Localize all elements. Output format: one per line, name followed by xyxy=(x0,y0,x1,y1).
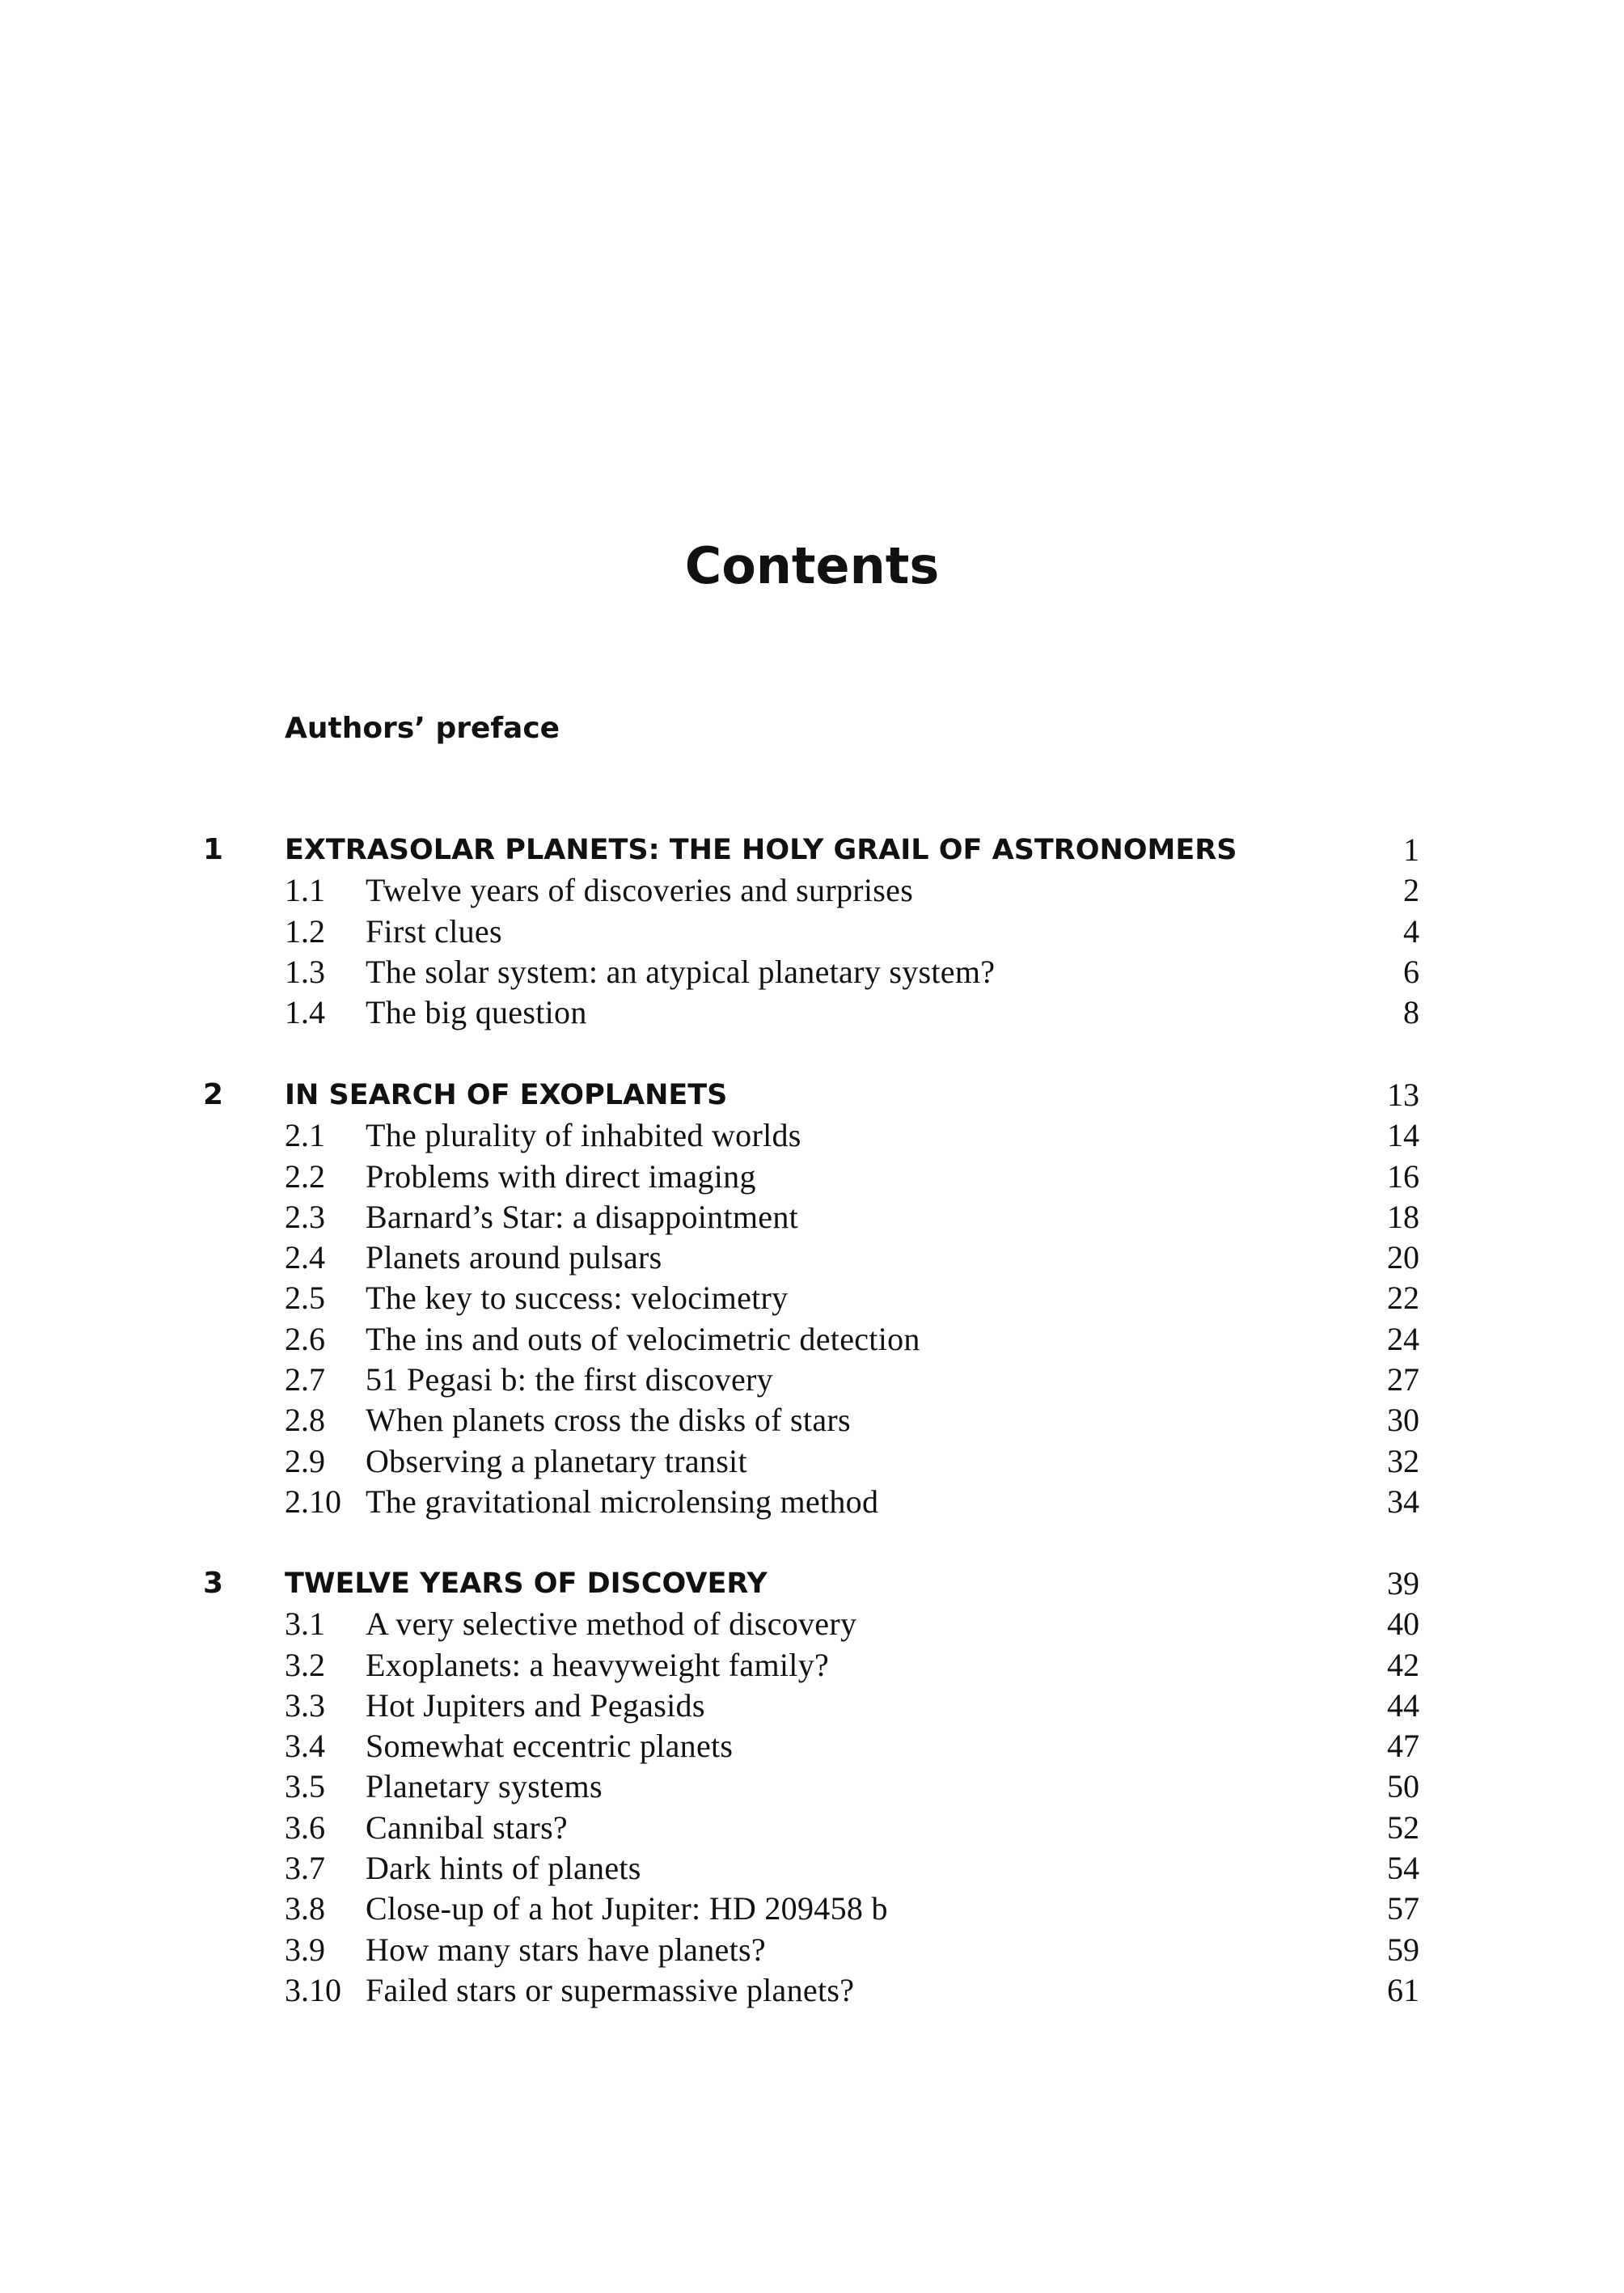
section-number: 3.8 xyxy=(285,1890,325,1927)
section-number: 2.3 xyxy=(285,1198,325,1235)
section-title: 51 Pegasi b: the first discovery xyxy=(366,1361,773,1398)
section-page: 4 xyxy=(1403,912,1419,950)
section-row xyxy=(0,1115,1624,1156)
section-row xyxy=(0,1970,1624,2011)
section-row xyxy=(0,1686,1624,1726)
section-number: 2.9 xyxy=(285,1442,325,1479)
section-page: 34 xyxy=(1387,1483,1419,1520)
section-row xyxy=(0,912,1624,952)
section-number: 2.6 xyxy=(285,1320,325,1357)
section-title: A very selective method of discovery xyxy=(366,1606,857,1643)
section-title: When planets cross the disks of stars xyxy=(366,1402,851,1439)
section-row xyxy=(0,1237,1624,1278)
section-number: 2.5 xyxy=(285,1280,325,1317)
section-row xyxy=(0,1848,1624,1889)
section-row xyxy=(0,870,1624,911)
chapter-heading-row xyxy=(0,1075,1624,1115)
section-number: 3.10 xyxy=(285,1971,341,2008)
section-title: How many stars have planets? xyxy=(366,1931,766,1968)
section-row xyxy=(0,1604,1624,1644)
section-page: 20 xyxy=(1387,1239,1419,1276)
chapter-heading-row xyxy=(0,1563,1624,1604)
section-row xyxy=(0,1808,1624,1848)
section-number: 1.4 xyxy=(285,994,325,1031)
page-title: Contents xyxy=(684,536,940,595)
section-title: The big question xyxy=(366,994,587,1031)
section-title: Failed stars or supermassive planets? xyxy=(366,1971,855,2008)
section-row xyxy=(0,1930,1624,1970)
section-number: 2.4 xyxy=(285,1239,325,1276)
section-row xyxy=(0,1482,1624,1522)
section-page: 8 xyxy=(1403,994,1419,1031)
section-number: 3.3 xyxy=(285,1686,325,1724)
section-page: 61 xyxy=(1387,1971,1419,2008)
section-title: Observing a planetary transit xyxy=(366,1442,747,1479)
section-row xyxy=(0,1441,1624,1482)
section-row xyxy=(0,1766,1624,1807)
section-number: 3.7 xyxy=(285,1850,325,1887)
section-row xyxy=(0,1645,1624,1686)
section-title: The plurality of inhabited worlds xyxy=(366,1117,801,1154)
section-number: 3.1 xyxy=(285,1606,325,1643)
chapter-3 xyxy=(0,1563,1624,2011)
section-page: 32 xyxy=(1387,1442,1419,1479)
section-title: The ins and outs of velocimetric detection xyxy=(366,1320,920,1357)
section-number: 2.10 xyxy=(285,1483,341,1520)
section-number: 1.1 xyxy=(285,872,325,909)
section-title: Problems with direct imaging xyxy=(366,1157,756,1195)
section-page: 52 xyxy=(1387,1809,1419,1846)
section-page: 14 xyxy=(1387,1117,1419,1154)
section-row xyxy=(0,1726,1624,1766)
section-number: 1.3 xyxy=(285,953,325,990)
chapter-page: 13 xyxy=(1387,1077,1419,1113)
section-row xyxy=(0,1157,1624,1197)
section-page: 54 xyxy=(1387,1850,1419,1887)
section-page: 40 xyxy=(1387,1606,1419,1643)
chapter-title: TWELVE YEARS OF DISCOVERY xyxy=(285,1567,768,1600)
preface-entry: Authors’ preface xyxy=(285,712,560,745)
section-number: 3.2 xyxy=(285,1646,325,1683)
section-title: Planetary systems xyxy=(366,1768,603,1805)
chapter-2 xyxy=(0,1075,1624,1522)
section-page: 2 xyxy=(1403,872,1419,909)
chapter-1 xyxy=(0,830,1624,1033)
section-row xyxy=(0,1197,1624,1237)
section-title: First clues xyxy=(366,912,502,950)
chapter-number: 1 xyxy=(203,833,224,866)
chapter-number: 2 xyxy=(203,1078,224,1111)
section-number: 3.4 xyxy=(285,1728,325,1765)
section-page: 44 xyxy=(1387,1686,1419,1724)
section-number: 2.7 xyxy=(285,1361,325,1398)
section-row xyxy=(0,1889,1624,1929)
section-page: 24 xyxy=(1387,1320,1419,1357)
section-title: Planets around pulsars xyxy=(366,1239,662,1276)
section-page: 22 xyxy=(1387,1280,1419,1317)
section-title: Somewhat eccentric planets xyxy=(366,1728,734,1765)
chapter-page: 1 xyxy=(1403,831,1419,868)
section-page: 50 xyxy=(1387,1768,1419,1805)
section-page: 59 xyxy=(1387,1931,1419,1968)
chapter-heading-row xyxy=(0,830,1624,870)
section-page: 47 xyxy=(1387,1728,1419,1765)
section-page: 27 xyxy=(1387,1361,1419,1398)
section-page: 18 xyxy=(1387,1198,1419,1235)
section-title: Twelve years of discoveries and surprises xyxy=(366,872,914,909)
section-title: The gravitational microlensing method xyxy=(366,1483,879,1520)
section-row xyxy=(0,1319,1624,1360)
section-row xyxy=(0,952,1624,992)
section-number: 1.2 xyxy=(285,912,325,950)
section-row xyxy=(0,1400,1624,1441)
chapter-title: EXTRASOLAR PLANETS: THE HOLY GRAIL OF ASTRONOMERS xyxy=(285,834,1237,866)
section-number: 3.6 xyxy=(285,1809,325,1846)
section-number: 2.2 xyxy=(285,1157,325,1195)
chapter-title: IN SEARCH OF EXOPLANETS xyxy=(285,1079,728,1111)
section-title: The solar system: an atypical planetary system? xyxy=(366,953,996,990)
section-page: 57 xyxy=(1387,1890,1419,1927)
section-title: Cannibal stars? xyxy=(366,1809,568,1846)
chapter-number: 3 xyxy=(203,1567,224,1600)
section-row xyxy=(0,1360,1624,1400)
section-page: 30 xyxy=(1387,1402,1419,1439)
section-number: 3.5 xyxy=(285,1768,325,1805)
section-number: 2.8 xyxy=(285,1402,325,1439)
section-title: The key to success: velocimetry xyxy=(366,1280,789,1317)
section-title: Hot Jupiters and Pegasids xyxy=(366,1686,705,1724)
section-page: 16 xyxy=(1387,1157,1419,1195)
section-number: 2.1 xyxy=(285,1117,325,1154)
chapter-page: 39 xyxy=(1387,1565,1419,1601)
section-number: 3.9 xyxy=(285,1931,325,1968)
section-row xyxy=(0,992,1624,1033)
section-title: Exoplanets: a heavyweight family? xyxy=(366,1646,830,1683)
section-page: 42 xyxy=(1387,1646,1419,1683)
section-title: Dark hints of planets xyxy=(366,1850,641,1887)
section-page: 6 xyxy=(1403,953,1419,990)
section-title: Close-up of a hot Jupiter: HD 209458 b xyxy=(366,1890,888,1927)
section-title: Barnard’s Star: a disappointment xyxy=(366,1198,799,1235)
section-row xyxy=(0,1278,1624,1318)
